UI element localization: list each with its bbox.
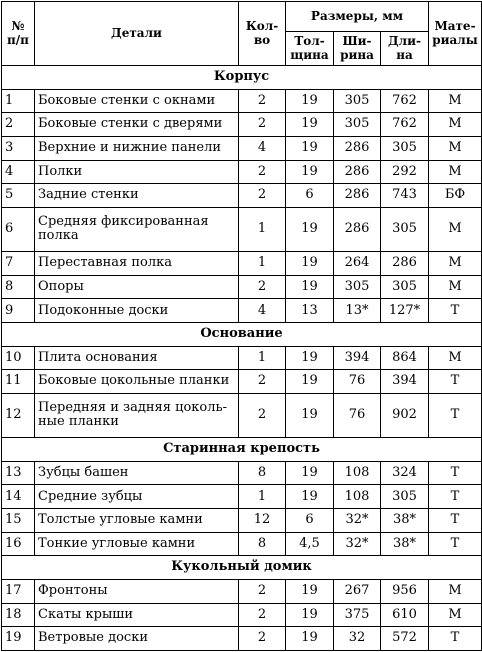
row-quantity: 2 (239, 393, 286, 437)
table-row (2, 160, 482, 184)
row-length: 292 (381, 160, 429, 184)
row-width: 108 (334, 461, 381, 485)
header-width: Ши-рина (334, 32, 381, 66)
row-detail-name: Боковые стенки с окнами (35, 89, 239, 113)
row-width: 76 (334, 370, 381, 394)
row-length: 902 (381, 393, 429, 437)
row-number: 18 (2, 603, 35, 627)
row-width: 286 (334, 207, 381, 251)
row-length: 286 (381, 252, 429, 276)
table-row (2, 207, 482, 251)
row-detail-name: Фронтоны (35, 579, 239, 603)
row-number: 10 (2, 346, 35, 370)
table-row (2, 532, 482, 556)
row-number: 19 (2, 627, 35, 651)
table-row (2, 136, 482, 160)
row-width: 13* (334, 299, 381, 323)
table-row (2, 299, 482, 323)
row-number: 13 (2, 461, 35, 485)
row-number: 11 (2, 370, 35, 394)
row-thickness: 19 (286, 370, 334, 394)
row-quantity: 1 (239, 207, 286, 251)
row-quantity: 2 (239, 160, 286, 184)
row-detail-name: Зубцы башен (35, 461, 239, 485)
table-row (2, 461, 482, 485)
table-row (2, 113, 482, 137)
row-detail-name: Скаты крыши (35, 603, 239, 627)
row-detail-name: Плита основания (35, 346, 239, 370)
row-material: М (429, 160, 482, 184)
row-number: 6 (2, 207, 35, 251)
row-length: 127* (381, 299, 429, 323)
row-material: М (429, 603, 482, 627)
header-num: № п/п (2, 2, 35, 66)
row-material: М (429, 136, 482, 160)
row-quantity: 2 (239, 89, 286, 113)
row-detail-name: Толстые угловые камни (35, 509, 239, 533)
table-row (2, 627, 482, 651)
row-number: 3 (2, 136, 35, 160)
row-detail-name: Средние зубцы (35, 485, 239, 509)
row-quantity: 4 (239, 299, 286, 323)
row-detail-name: Опоры (35, 275, 239, 299)
row-material: БФ (429, 184, 482, 208)
section-title: Старинная крепость (2, 438, 482, 462)
row-thickness: 19 (286, 485, 334, 509)
row-material: М (429, 275, 482, 299)
row-material: Т (429, 393, 482, 437)
row-detail-name: Боковые стенки с дверями (35, 113, 239, 137)
section-row (2, 556, 482, 580)
row-thickness: 19 (286, 346, 334, 370)
header-details: Детали (35, 2, 239, 66)
row-width: 32* (334, 532, 381, 556)
row-length: 572 (381, 627, 429, 651)
row-material: Т (429, 509, 482, 533)
row-material: М (429, 346, 482, 370)
row-width: 375 (334, 603, 381, 627)
row-length: 743 (381, 184, 429, 208)
row-material: М (429, 252, 482, 276)
row-number: 5 (2, 184, 35, 208)
row-width: 76 (334, 393, 381, 437)
row-number: 1 (2, 89, 35, 113)
row-number: 17 (2, 579, 35, 603)
section-title: Корпус (2, 66, 482, 90)
row-length: 305 (381, 275, 429, 299)
header-qty: Кол-во (239, 2, 286, 66)
row-quantity: 2 (239, 579, 286, 603)
row-number: 7 (2, 252, 35, 276)
row-quantity: 4 (239, 136, 286, 160)
row-thickness: 19 (286, 113, 334, 137)
row-width: 305 (334, 89, 381, 113)
row-number: 14 (2, 485, 35, 509)
row-quantity: 8 (239, 461, 286, 485)
table-row (2, 252, 482, 276)
header-materials: Мате-риалы (429, 2, 482, 66)
row-material: Т (429, 532, 482, 556)
row-number: 16 (2, 532, 35, 556)
row-quantity: 2 (239, 275, 286, 299)
table-row (2, 346, 482, 370)
row-material: Т (429, 485, 482, 509)
row-length: 956 (381, 579, 429, 603)
row-thickness: 6 (286, 184, 334, 208)
parts-table (1, 1, 482, 651)
header-length: Дли-на (381, 32, 429, 66)
row-thickness: 4,5 (286, 532, 334, 556)
row-width: 267 (334, 579, 381, 603)
row-length: 864 (381, 346, 429, 370)
row-detail-name: Боковые цокольные планки (35, 370, 239, 394)
row-width: 394 (334, 346, 381, 370)
row-quantity: 2 (239, 627, 286, 651)
row-thickness: 19 (286, 393, 334, 437)
row-material: Т (429, 299, 482, 323)
row-detail-name: Задние стенки (35, 184, 239, 208)
table-row (2, 579, 482, 603)
table-row (2, 184, 482, 208)
row-length: 324 (381, 461, 429, 485)
row-thickness: 19 (286, 136, 334, 160)
section-title: Основание (2, 322, 482, 346)
row-quantity: 1 (239, 346, 286, 370)
row-thickness: 19 (286, 461, 334, 485)
row-thickness: 19 (286, 627, 334, 651)
row-detail-name: Переставная полка (35, 252, 239, 276)
row-width: 286 (334, 184, 381, 208)
row-material: М (429, 113, 482, 137)
row-width: 108 (334, 485, 381, 509)
row-length: 762 (381, 113, 429, 137)
row-detail-name: Ветровые доски (35, 627, 239, 651)
row-quantity: 2 (239, 603, 286, 627)
row-quantity: 12 (239, 509, 286, 533)
row-length: 305 (381, 207, 429, 251)
row-number: 4 (2, 160, 35, 184)
table-row (2, 509, 482, 533)
table-row (2, 603, 482, 627)
row-length: 305 (381, 485, 429, 509)
row-thickness: 19 (286, 207, 334, 251)
section-row (2, 322, 482, 346)
row-length: 610 (381, 603, 429, 627)
row-thickness: 19 (286, 579, 334, 603)
row-length: 394 (381, 370, 429, 394)
row-length: 762 (381, 89, 429, 113)
table-row (2, 370, 482, 394)
row-width: 264 (334, 252, 381, 276)
section-row (2, 66, 482, 90)
table-row (2, 485, 482, 509)
row-width: 32* (334, 509, 381, 533)
row-thickness: 19 (286, 160, 334, 184)
row-number: 15 (2, 509, 35, 533)
row-detail-name: Передняя и задняя цоколь-ные планки (35, 393, 239, 437)
row-thickness: 13 (286, 299, 334, 323)
row-number: 8 (2, 275, 35, 299)
row-detail-name: Верхние и нижние панели (35, 136, 239, 160)
table-body (2, 66, 482, 651)
row-thickness: 19 (286, 252, 334, 276)
row-width: 32 (334, 627, 381, 651)
row-number: 2 (2, 113, 35, 137)
row-length: 38* (381, 532, 429, 556)
row-number: 12 (2, 393, 35, 437)
row-length: 305 (381, 136, 429, 160)
table-header (2, 2, 482, 66)
row-quantity: 2 (239, 113, 286, 137)
row-material: М (429, 89, 482, 113)
header-thickness: Тол-щина (286, 32, 334, 66)
row-material: Т (429, 461, 482, 485)
row-quantity: 1 (239, 485, 286, 509)
row-quantity: 2 (239, 370, 286, 394)
row-detail-name: Полки (35, 160, 239, 184)
header-sizes: Размеры, мм (286, 2, 429, 32)
row-quantity: 2 (239, 184, 286, 208)
row-thickness: 6 (286, 509, 334, 533)
row-quantity: 1 (239, 252, 286, 276)
row-width: 286 (334, 136, 381, 160)
row-width: 286 (334, 160, 381, 184)
row-material: Т (429, 627, 482, 651)
row-length: 38* (381, 509, 429, 533)
row-detail-name: Тонкие угловые камни (35, 532, 239, 556)
row-thickness: 19 (286, 275, 334, 299)
row-width: 305 (334, 275, 381, 299)
row-thickness: 19 (286, 89, 334, 113)
row-material: М (429, 579, 482, 603)
section-row (2, 438, 482, 462)
row-detail-name: Подоконные доски (35, 299, 239, 323)
row-width: 305 (334, 113, 381, 137)
table-row (2, 275, 482, 299)
table-row (2, 89, 482, 113)
row-quantity: 8 (239, 532, 286, 556)
section-title: Кукольный домик (2, 556, 482, 580)
row-thickness: 19 (286, 603, 334, 627)
table-row (2, 393, 482, 437)
row-material: Т (429, 370, 482, 394)
row-material: М (429, 207, 482, 251)
row-number: 9 (2, 299, 35, 323)
row-detail-name: Средняя фиксированная полка (35, 207, 239, 251)
